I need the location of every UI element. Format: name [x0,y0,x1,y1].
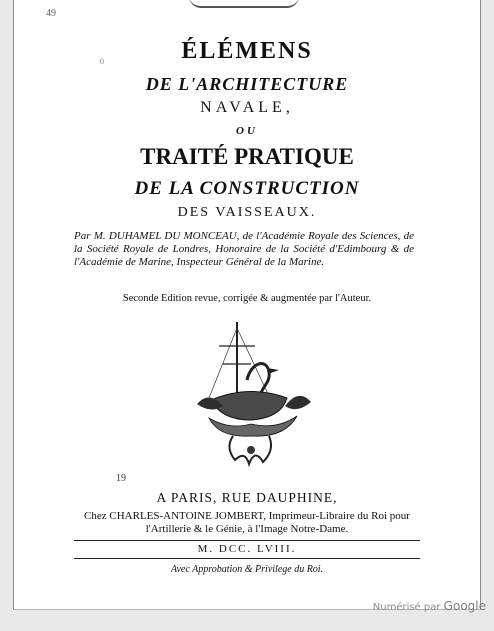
google-digitization-watermark [373,599,486,613]
title-line-3: NAVALE, [200,99,294,116]
small-mark: 0 [100,57,104,66]
date-rule-bottom [74,558,420,559]
library-stamp: 19 [116,473,126,484]
date-rule-top [74,540,420,541]
imprint-publisher: Chez CHARLES-ANTOINE JOMBERT, Imprimeur-Libraire du Roi pour [84,510,410,522]
scanned-page [13,0,481,610]
ship-vignette-illustration [189,318,319,468]
margin-mark: 49 [46,8,56,19]
publication-date: M. DCC. LVIII. [197,543,297,555]
title-line-7: DES VAISSEAUX. [177,205,317,220]
watermark-brand: Google [443,599,486,613]
imprint-publisher-continued: l'Artillerie & le Génie, à l'Image Notre-Dame. [145,523,349,535]
privilege-statement: Avec Approbation & Privilege du Roi. [170,564,324,575]
watermark-prefix: Numérisé par [372,602,441,613]
title-line-6: DE LA CONSTRUCTION [134,178,360,199]
author-statement: Par M. DUHAMEL DU MONCEAU, de l'Académie Royale des Sciences, de la Société Royale de Londres, Honoraire de la Société d'Edimbourg & de l'Académie de Marine, Inspecteur Général de la Marine. [74,230,414,268]
title-line-2: DE L'ARCHITECTURE [145,74,349,94]
title-line-5: TRAITÉ PRATIQUE [140,144,354,169]
title-line-1: ÉLÉMENS [181,38,313,64]
edition-statement: Seconde Edition revue, corrigée & augmentée par l'Auteur. [122,293,372,304]
title-line-4: OU [236,125,258,137]
page-curl [189,0,299,8]
imprint-city: A PARIS, RUE DAUPHINE, [156,490,338,505]
